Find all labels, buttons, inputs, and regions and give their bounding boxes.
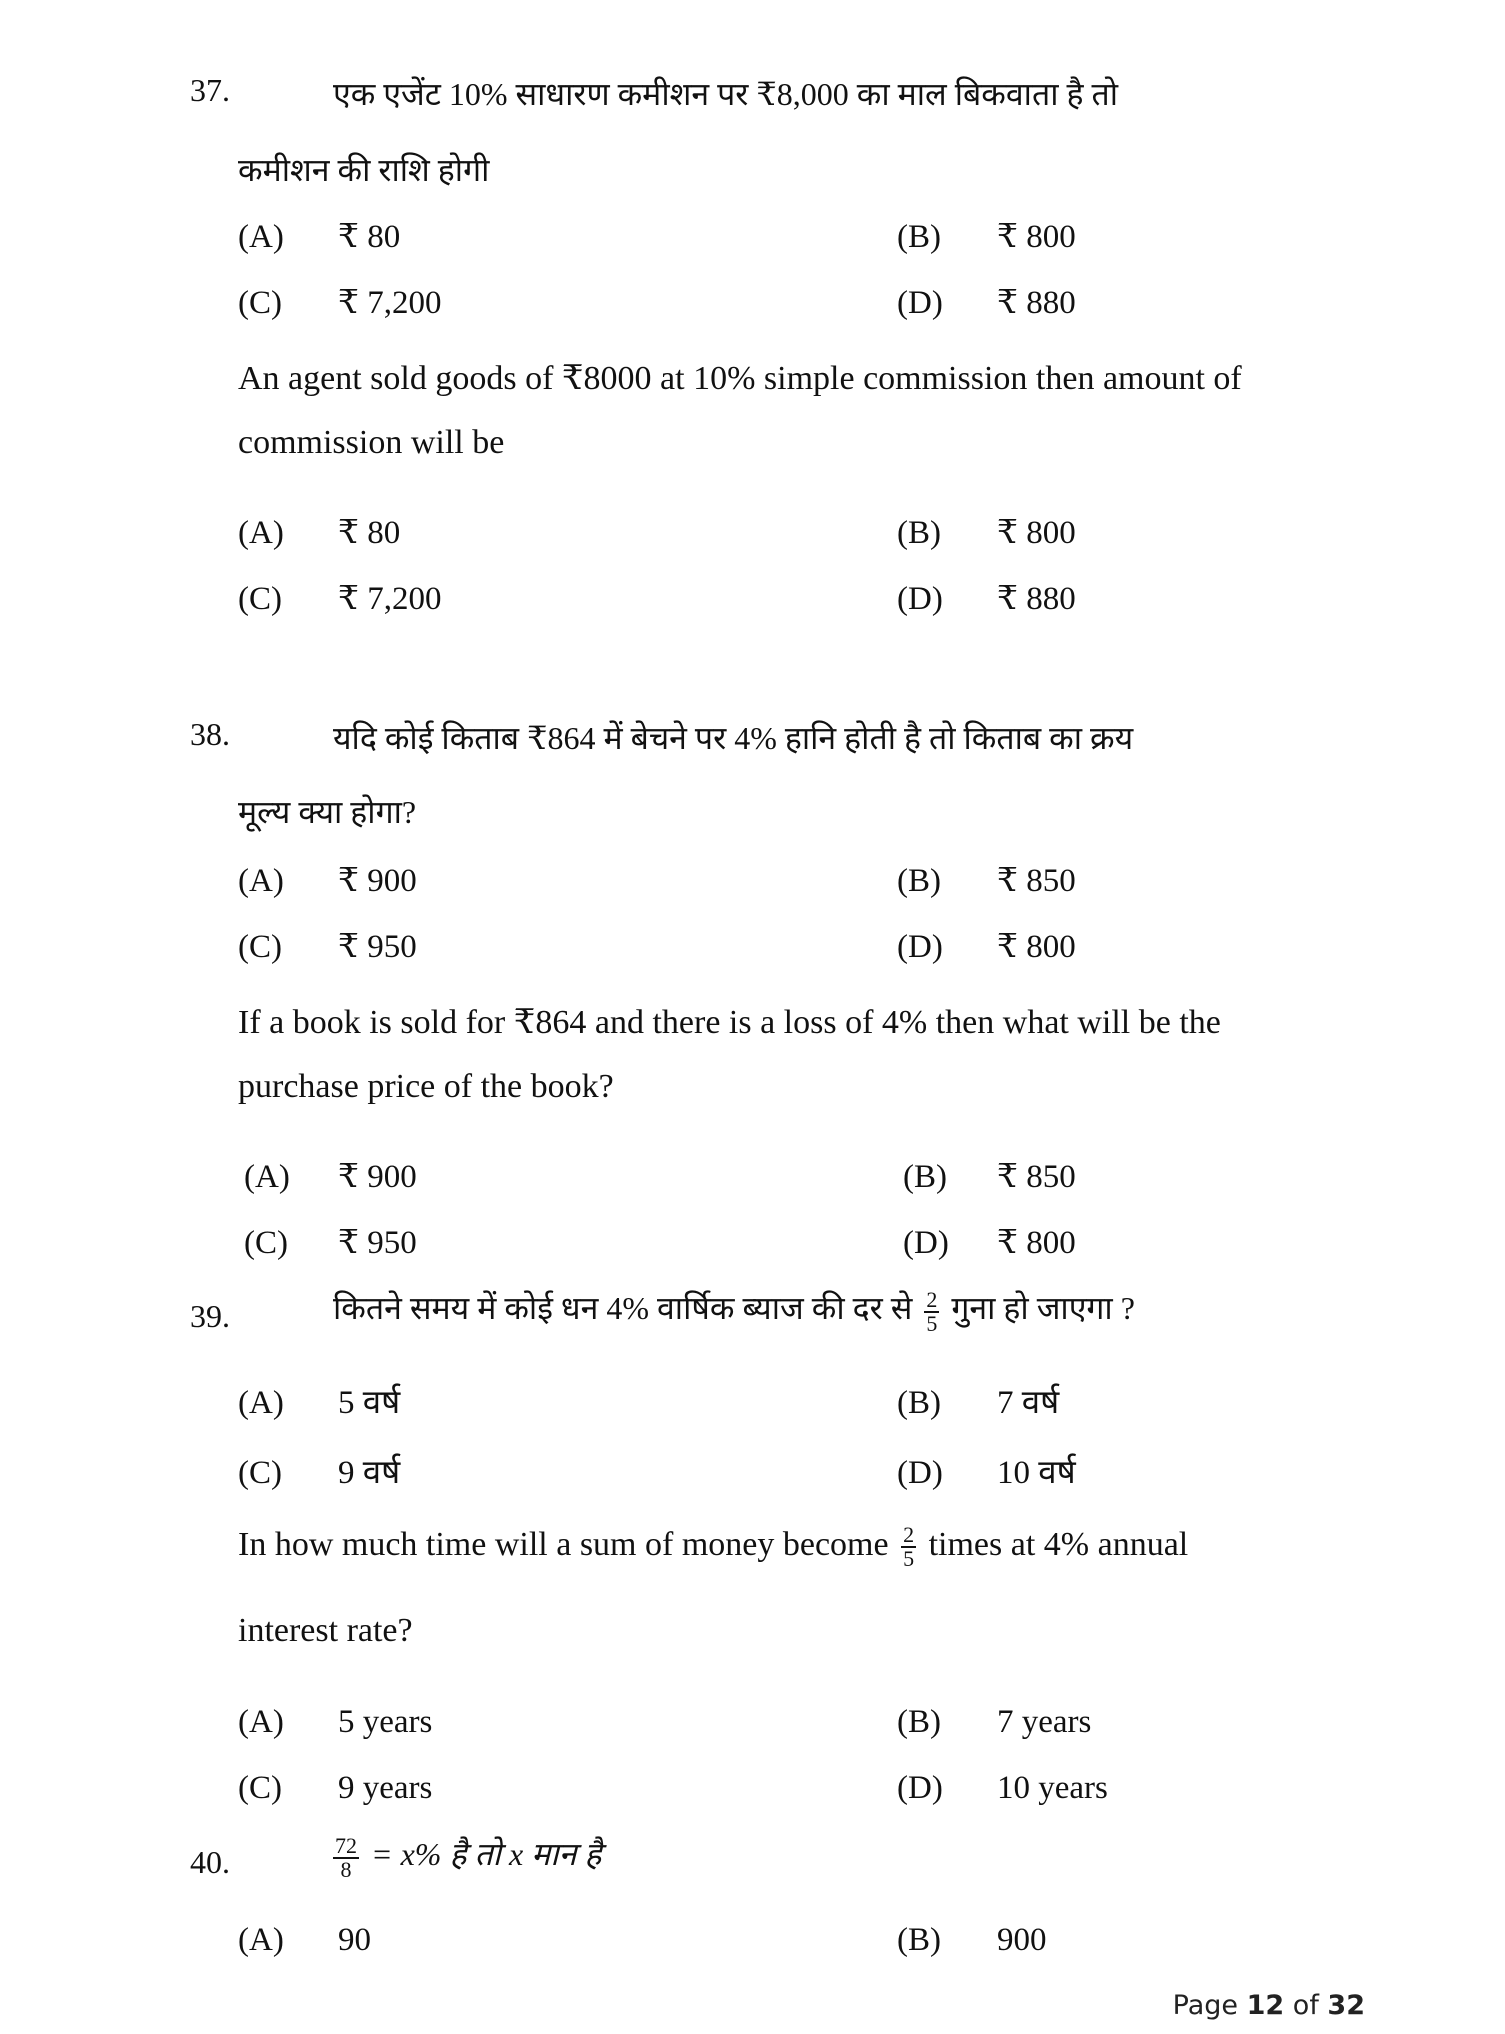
option-text: ₹ 880 [997,581,1076,617]
fraction-numerator: 72 [335,1832,357,1858]
q38-hi-option-a [238,860,417,900]
option-text: ₹ 900 [338,863,417,899]
option-label: (A) [244,1159,290,1195]
option-label: (D) [897,285,943,321]
option-text: 90 [338,1922,371,1958]
q38-hi-option-b [897,860,1076,900]
q38-en-option-c [244,1222,417,1262]
question-40-number: 40. [190,1844,230,1880]
page-current: 12 [1246,1990,1285,2021]
option-text: ₹ 7,200 [338,285,442,321]
option-label: (B) [897,863,941,899]
question-38-hindi-line1: यदि कोई किताब ₹864 में बेचने पर 4% हानि होती है तो किताब का क्रय [333,720,1134,756]
option-text: ₹ 7,200 [338,581,442,617]
option-label: (D) [897,581,943,617]
option-label: (B) [897,219,941,255]
option-text: 9 वर्ष [338,1455,401,1491]
option-text: 7 years [997,1704,1092,1740]
option-text: ₹ 800 [997,1225,1076,1261]
q39-english-pre: In how much time will a sum of money become [238,1525,889,1563]
option-text: ₹ 850 [997,863,1076,899]
q39-english-fraction [901,1524,916,1570]
option-label: (C) [238,581,282,617]
option-text: 5 years [338,1704,433,1740]
question-38-english-line2: purchase price of the book? [238,1068,614,1105]
option-text: ₹ 800 [997,929,1076,965]
fraction-denominator: 8 [340,1856,352,1882]
option-label: (C) [238,1455,282,1491]
option-text: 5 वर्ष [338,1385,401,1421]
option-text: ₹ 850 [997,1159,1076,1195]
q39-hi-option-c [238,1448,400,1493]
question-39-english-line1 [238,1524,1188,1570]
option-label: (C) [238,929,282,965]
q39-en-option-d [897,1770,1108,1807]
q37-hi-option-c [238,282,442,322]
fraction-denominator: 5 [926,1310,938,1336]
q39-hi-option-b [897,1378,1059,1423]
question-37-english-line1: An agent sold goods of ₹8000 at 10% simple commission then amount of [238,360,1242,397]
option-label: (D) [897,929,943,965]
question-38-english-line1: If a book is sold for ₹864 and there is a loss of 4% then what will be the [238,1004,1221,1041]
q40-fraction [333,1832,359,1882]
page-word: Page [1172,1990,1239,2021]
option-label: (D) [897,1770,943,1806]
option-text: ₹ 80 [338,515,401,551]
q37-en-option-c [238,578,442,618]
option-label: (D) [903,1225,949,1261]
option-text: ₹ 880 [997,285,1076,321]
option-label: (B) [897,1922,941,1958]
q38-hi-option-d [897,926,1076,966]
q39-en-option-a [238,1704,432,1741]
fraction-denominator: 5 [903,1546,915,1571]
option-text: ₹ 800 [997,515,1076,551]
q38-en-option-a [244,1156,417,1196]
question-39-number: 39. [190,1298,230,1334]
q37-en-option-d [897,578,1076,618]
option-label: (A) [238,863,284,899]
option-label: (A) [238,1385,284,1421]
q38-en-option-d [903,1222,1076,1262]
option-label: (A) [238,1922,284,1958]
option-label: (C) [238,1770,282,1806]
question-38-hindi-line2: मूल्य क्या होगा? [238,794,417,830]
option-label: (C) [244,1225,288,1261]
q38-hi-option-c [238,926,417,966]
option-text: 7 वर्ष [997,1385,1060,1421]
q37-hi-option-a [238,216,400,256]
option-label: (B) [897,515,941,551]
question-40-equation [333,1832,601,1881]
question-37-english-line2: commission will be [238,424,505,461]
q37-en-option-a [238,512,400,552]
q38-en-option-b [903,1156,1076,1196]
option-label: (D) [897,1455,943,1491]
q39-en-option-c [238,1770,432,1807]
q40-option-a [238,1922,371,1959]
q37-hi-option-b [897,216,1076,256]
of-word: of [1292,1990,1319,2021]
q39-hi-option-a [238,1378,400,1423]
q39-en-option-b [897,1704,1091,1741]
option-text: ₹ 950 [338,929,417,965]
option-label: (A) [238,1704,284,1740]
question-38-number: 38. [190,716,230,752]
question-37-number: 37. [190,72,230,108]
option-text: ₹ 800 [997,219,1076,255]
q39-hindi-post: गुना हो जाएगा ? [951,1290,1135,1326]
option-label: (B) [897,1385,941,1421]
option-label: (B) [903,1159,947,1195]
q37-hi-option-d [897,282,1076,322]
question-39-english-line2: interest rate? [238,1612,413,1649]
option-text: 10 वर्ष [997,1455,1076,1491]
question-37-hindi-line1: एक एजेंट 10% साधारण कमीशन पर ₹8,000 का माल बिकवाता है तो [333,76,1119,112]
fraction-numerator: 2 [926,1286,938,1312]
q39-english-post: times at 4% annual [928,1525,1189,1563]
option-label: (C) [238,285,282,321]
option-text: 900 [997,1922,1047,1958]
option-text: 9 years [338,1770,433,1806]
q40-option-b [897,1922,1047,1959]
option-label: (A) [238,515,284,551]
question-39-hindi-line [333,1286,1135,1335]
q39-hi-option-d [897,1448,1076,1493]
question-37-hindi-line2: कमीशन की राशि होगी [238,152,490,188]
option-text: ₹ 950 [338,1225,417,1261]
fraction-numerator: 2 [903,1522,915,1547]
q40-equation-text: = x% है तो x मान है [371,1836,602,1872]
option-text: ₹ 900 [338,1159,417,1195]
q39-hindi-pre: कितने समय में कोई धन 4% वार्षिक ब्याज की दर से [333,1290,913,1326]
q39-hindi-fraction [924,1286,939,1336]
page-total: 32 [1327,1990,1365,2021]
page-footer [1173,1990,1365,2021]
option-label: (B) [897,1704,941,1740]
option-text: 10 years [997,1770,1108,1806]
option-label: (A) [238,219,284,255]
option-text: ₹ 80 [338,219,401,255]
q37-en-option-b [897,512,1076,552]
